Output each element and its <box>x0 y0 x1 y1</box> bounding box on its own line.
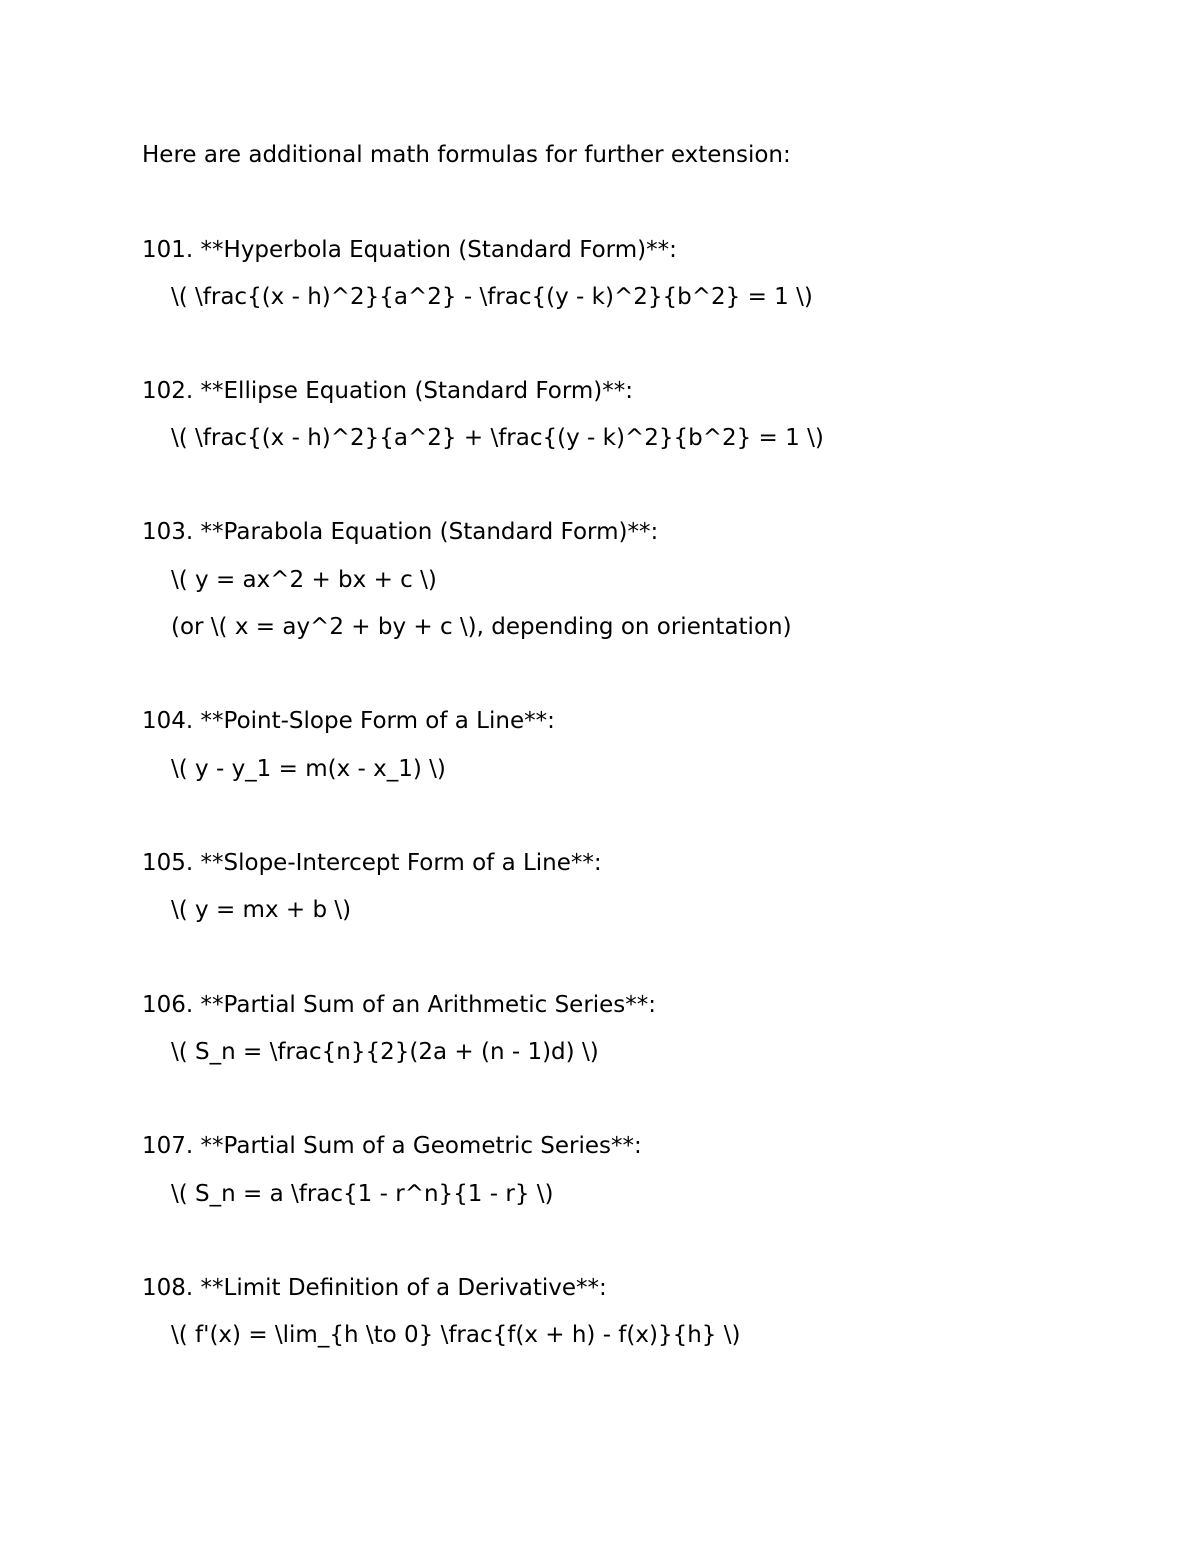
formula-note-103: (or \( x = ay^2 + by + c \), depending on orientation) <box>171 614 792 640</box>
formula-expression-105: \( y = mx + b \) <box>171 897 352 923</box>
formula-expression-108: \( f'(x) = \lim_{h \to 0} \frac{f(x + h) - f(x)}{h} \) <box>171 1322 741 1348</box>
formula-heading-107: 107. **Partial Sum of a Geometric Series**: <box>142 1133 642 1159</box>
formula-expression-107: \( S_n = a \frac{1 - r^n}{1 - r} \) <box>171 1181 554 1207</box>
formula-expression-103: \( y = ax^2 + bx + c \) <box>171 567 437 593</box>
formula-expression-102: \( \frac{(x - h)^2}{a^2} + \frac{(y - k)^2}{b^2} = 1 \) <box>171 425 824 451</box>
intro-text: Here are additional math formulas for further extension: <box>142 142 791 168</box>
formula-heading-105: 105. **Slope-Intercept Form of a Line**: <box>142 850 602 876</box>
formula-heading-102: 102. **Ellipse Equation (Standard Form)**: <box>142 378 634 404</box>
formula-heading-104: 104. **Point-Slope Form of a Line**: <box>142 708 555 734</box>
formula-heading-106: 106. **Partial Sum of an Arithmetic Series**: <box>142 992 657 1018</box>
formula-expression-101: \( \frac{(x - h)^2}{a^2} - \frac{(y - k)^2}{b^2} = 1 \) <box>171 284 813 310</box>
formula-heading-103: 103. **Parabola Equation (Standard Form)**: <box>142 519 659 545</box>
formula-heading-108: 108. **Limit Definition of a Derivative**: <box>142 1275 607 1301</box>
formula-expression-104: \( y - y_1 = m(x - x_1) \) <box>171 756 446 782</box>
formula-heading-101: 101. **Hyperbola Equation (Standard Form)**: <box>142 237 677 263</box>
formula-expression-106: \( S_n = \frac{n}{2}(2a + (n - 1)d) \) <box>171 1039 599 1065</box>
